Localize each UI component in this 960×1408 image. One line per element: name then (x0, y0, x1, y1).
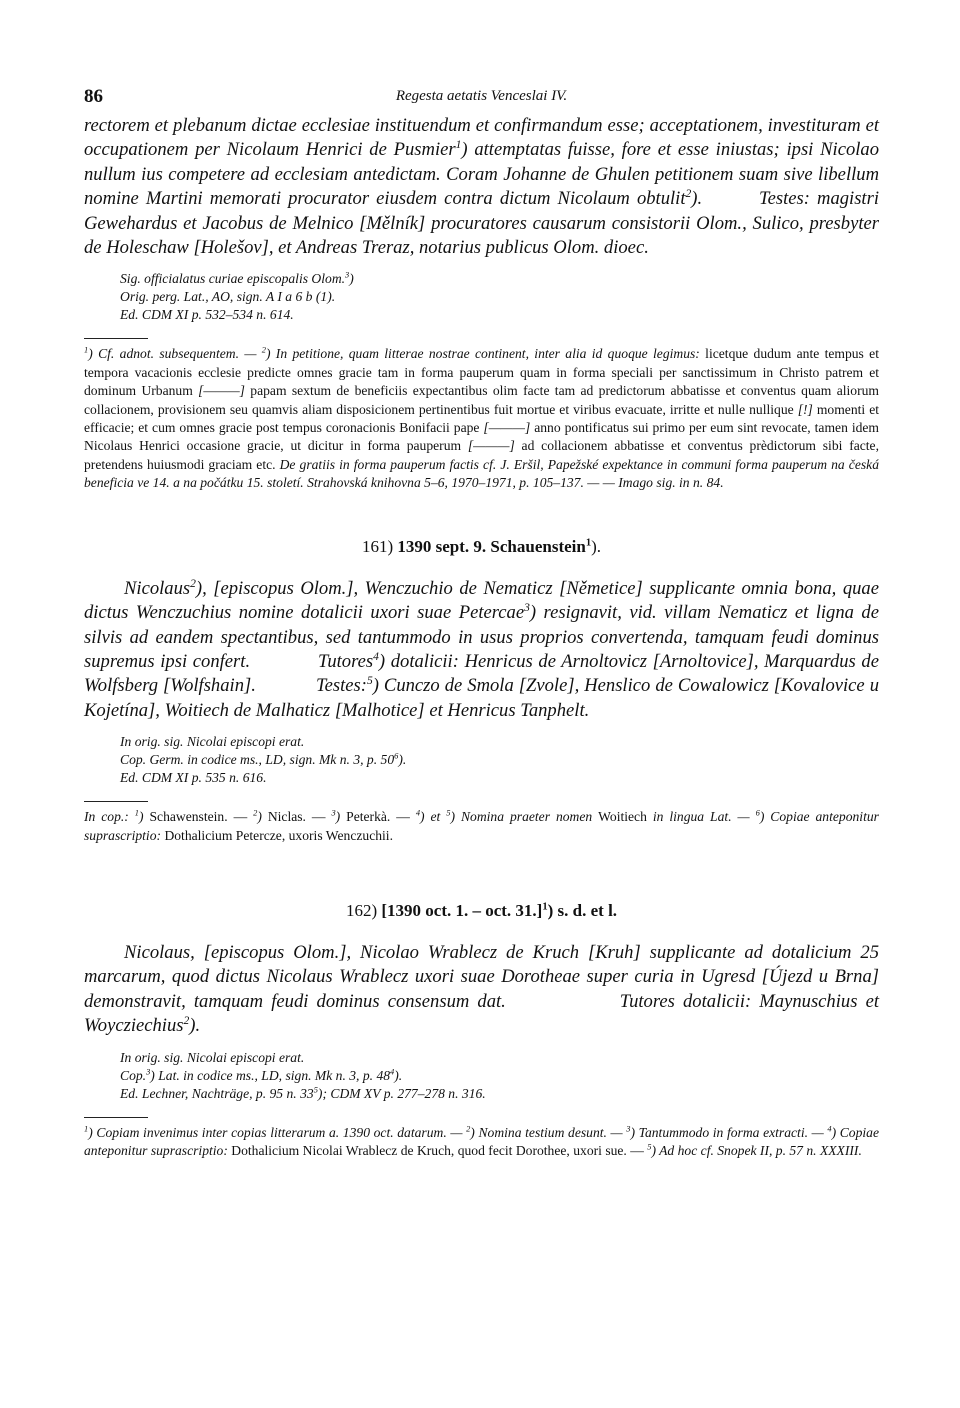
continuation-paragraph: rectorem et plebanum dictae ecclesiae instituendum et confirmandum esse; acceptationem, investituram et occupationem per Nicolaum Henrici de Pusmier$^1$) attemptatas fuisse, fore et esse iniustas; ipsi Nicolao nullum ius competere ad ecclesiam antedictam. Coram Johanne de Ghulen petitionem suam sive libellum nomine Martini memorati procurator eiusdem contra dictum Nicolaum obtulit$^2$). Testes: magistri Gewehardus et Jacobus de Melnico [Mělník] procuratores causarum consistorii Olom., Sulico, presbyter de Holeschaw [Holešov], et Andreas Treraz, notarius publicus Olom. dioec. (84, 115, 880, 259)
entry-162-regest: Nicolaus, [episcopus Olom.], Nicolao Wrablecz de Kruch [Kruh] supplicante ad dotalicium 25 marcarum, quod dictus Nicolaus Wrablecz uxori suae Dorotheae super curia in Ugresd [Újezd u Brna] demonstravit, tamquam feudi dominus consensum dat. Tutores dotalicii: Maynuschius et Woycziechius$^2$). (84, 941, 879, 1037)
edition-note: Ed. CDM XI p. 532–534 n. 614. (120, 307, 294, 323)
copy-note: Cop.$^3$) Lat. in codice ms., LD, sign. Mk n. 3, p. $48^4$). (120, 1066, 403, 1083)
page-number: 86 (84, 86, 103, 107)
entry-161-regest: Nicolaus$^2$), [episcopus Olom.], Wenczuchio de Nematicz [Němetice] supplicante omnia bona, quae dictus Wenczuchius nomine dotalicii uxori suae Petercae$^3$) resignavit, vid. villam Nematicz et ligna de silvis ad eandem spectantibus, sed tantummodo in usus proprios convertenda, tamquam feudi dominus supremus ipsi confert. Tutores$^4$) dotalicii: Henricus de Arnoltovicz [Arnoltovice], Marquardus de Wolfsberg [Wolfshain]. Testes:$^5$) Cunczo de Smola [Zvole], Henslico de Cowalowicz [Kovalovice u Kojetína], Woitiech de Malhaticz [Malhotice] et Henricus Tanphelt. (84, 577, 879, 721)
continuation-tradition (120, 270, 879, 324)
entry-161-heading: 161) 1390 sept. 9. Schauenstein$^1$). (361, 536, 602, 556)
edition-note: Ed. CDM XI p. 535 n. 616. (120, 770, 267, 786)
original-note: Orig. perg. Lat., AO, sign. A I a 6 b (1). (120, 289, 336, 305)
seal-note: In orig. sig. Nicolai episcopi erat. (120, 734, 305, 750)
copy-note: Cop. Germ. in codice ms., LD, sign. Mk n. 3, p. $50^6$). (120, 750, 407, 768)
entry-162-tradition (120, 1049, 879, 1103)
entry-162-heading: 162) [1390 oct. 1. – oct. 31.]$^1$) s. d. et l. (345, 900, 618, 920)
document-page (84, 86, 879, 1160)
running-title: Regesta aetatis Venceslai IV. (395, 88, 568, 104)
entry-161-footnotes: In cop.: $^1$) Schawenstein. — $^2$) Niclas. — $^3$) Peterkà. — $^4$) et $^5$) Nomina praeter nomen Woitiech in lingua Lat. — $^6$) Copiae anteponitur suprascriptio: Dothalicium Petercze, uxoris Wenczuchii. (84, 807, 879, 843)
edition-note: Ed. Lechner, Nachträge, p. 95 n. $33^5$); CDM XV p. 277–278 n. 316. (120, 1084, 486, 1101)
continuation-footnotes: $^1$) Cf. adnot. subsequentem. — $^2$) In petitione, quam litterae nostrae continent, inter alia id quoque legimus: licetque dudum ante tempus et tempora vacacionis ecclesie predicte omnes gracie tam in forma pauperum quam in forma speciali per sanctissimum in Christo patrem et dominum Urbanum [———] papam sextum de beneficiis expectantibus olim facte tam ad predictorum abbatisse et conventus quam aliorum collacionem, provisionem seu quamvis aliam disposicionem pertinentibus fuit mortue et viribus evacuate, irritte et nulle nullique [!] momenti et efficacie; et cum omnes gracie post tempus coronacionis Bonifacii pape [———] anno pontificatus sui primo per eum sint revocate, tamen idem Nicolaus Henrici occasione gracie, ut dicitur in forma pauperum [———] ad collacionem abbatisse et conventus prèdictorum sibi facte, pretendens huiusmodi graciam etc. De gratiis in forma pauperum factis cf. J. Eršil, Papežské expektance in communi forma pauperum na česká beneficia ve 14. a na počátku 15. století. Strahovská knihovna 5–6, 1970–1971, p. 105–137. — — Imago sig. in n. 84. (84, 344, 880, 491)
seal-note: In orig. sig. Nicolai episcopi erat. (120, 1049, 305, 1065)
entry-161-tradition (120, 733, 879, 787)
footnote-rule (84, 801, 148, 802)
seal-note: Sig. officialatus curiae episcopalis Olom.$^3$) (120, 269, 354, 287)
entry-162-footnotes: $^1$) Copiam invenimus inter copias litterarum a. 1390 oct. datarum. — $^2$) Nomina testium desunt. — $^3$) Tantummodo in forma extracti. — $^4$) Copiae anteponitur suprascriptio: Dothalicium Nicolai Wrablecz de Kruch, quod fecit Dorothee, uxori sue. — $^5$) Ad hoc cf. Snopek II, p. 57 n. XXXIII. (84, 1123, 879, 1158)
footnote-rule (84, 338, 148, 339)
footnote-rule (84, 1117, 148, 1118)
page-header (84, 86, 879, 112)
